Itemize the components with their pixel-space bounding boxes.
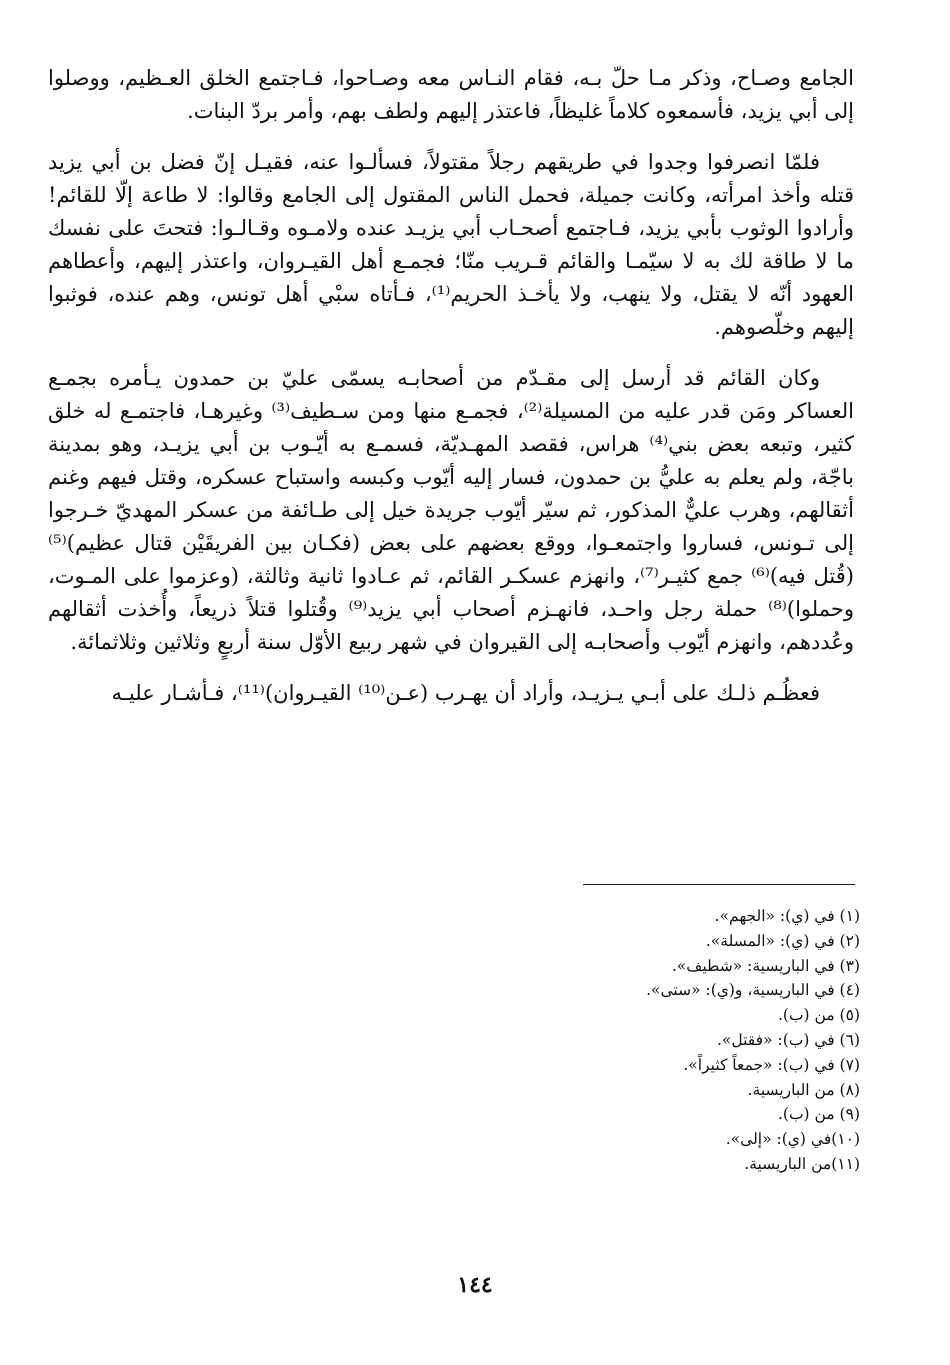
paragraph-4: فعظُـم ذلـك على أبـي يـزيـد، وأراد أن يهـرب (عـن⁽¹⁰⁾ القيـروان)⁽¹¹⁾، فـأشـار عليـه <box>111 681 820 705</box>
footnote-7: (٧) في (ب): «جمعاً كثيراً». <box>683 1055 860 1074</box>
footnote-8: (٨) من الباريسية. <box>747 1080 860 1099</box>
footnote-6: (٦) في (ب): «فقتل». <box>716 1030 860 1049</box>
footnote-9: (٩) من (ب). <box>777 1105 860 1124</box>
footnotes-list <box>440 904 860 1177</box>
footnote-2: (٢) في (ي): «المسلة». <box>705 931 860 950</box>
main-text <box>48 62 854 728</box>
footnote-11: (١١)من الباريسية. <box>744 1154 860 1173</box>
footnote-1: (١) في (ي): «الجهم». <box>714 907 860 925</box>
page-number: ١٤٤ <box>457 1272 493 1298</box>
paragraph-1: الجامع وصـاح، وذكر مـا حلّ بـه، فقام النـاس معه وصـاحوا، فـاجتمع الخلق العـظيم، ووصلوا إلى أبي يزيد، فأسمعوه كلاماً غليظاً، فاعتذر إليهم ولطف بهم، وأمر بردّ البنات. <box>48 66 854 123</box>
footnote-4: (٤) في الباريسية، و(ي): «ستى». <box>646 981 860 1000</box>
paragraph-2: فلمّا انصرفوا وجدوا في طريقهم رجلاً مقتولاً، فسألـوا عنه، فقيـل إنّ فضل بن أبي يزيد قتله وأخذ امرأته، وكانت جميلة، فحمل الناس المقتول إلى الجامع وقالوا: لا طاعة إلّا للقائم! وأرادوا الوثوب بأبي يزيد، فـاجتمع أصحـاب أبي يزيـد عنده ولامـوه وقـالـوا: فتحتَ على نفسك ما لا طاقة لك به لا سيّمـا والقائم قـريب منّا؛ فجمـع أهل القيـروان، واعتذر إليهم، وأعطاهم العهود أنّه لا يقتل، ولا ينهب، ولا يأخـذ الحريم⁽¹⁾، فـأتاه سبْي أهل تونس، وهم عنده، فوثبوا إليهم وخلّصوهم. <box>48 150 855 339</box>
paragraph-3: وكان القائم قد أرسل إلى مقـدّم من أصحابـه يسمّى عليّ بن حمدون يـأمره بجمـع العساكر ومَن قدر عليه من المسيلة⁽²⁾، فجمـع منها ومن سـطيف⁽³⁾ وغيرهـا، فاجتمـع له خلق كثير، وتبعه بعض بني⁽⁴⁾ هراس، فقصد المهـديّة، فسمـع به أيّـوب بن أبي يزيـد، وهو بمدينة باجّة، ولم يعلم به عليُّ بن حمدون، فسار إليه أيّوب وكبسه واستباح عسكره، وقتل فيهم وغنم أثقالهم، وهرب عليٌّ المذكور، ثم سيّر أيّوب جريدة خيل إلى طـائفة من عسكر المهديّ خـرجوا إلى تـونس، فساروا واجتمعـوا، ووقع بعضهم على بعض (فكـان بين الفريقَيْن قتال عظيم)⁽⁵⁾ (قُتل فيه)⁽⁶⁾ جمع كثيـر⁽⁷⁾، وانهزم عسكـر القائم، ثم عـادوا ثانية وثالثة، (وعزموا على المـوت، وحملوا)⁽⁸⁾ حملة رجل واحـد، فانهـزم أصحاب أبي يزيد⁽⁹⁾ وقُتلوا قتلاً ذريعاً، وأُخذت أثقالهم وعُددهم، وانهزم أيّوب وأصحابـه إلى القيروان في شهر ربيع الأوّل سنة أربعٍ وثلاثين وثلاثمائة. <box>48 366 854 654</box>
footnote-divider <box>583 884 855 885</box>
footnote-5: (٥) من (ب). <box>777 1006 860 1025</box>
footnote-10: (١٠)في (ي): «إلى». <box>725 1130 860 1149</box>
footnote-3: (٣) في الباريسية: «شطيف». <box>671 956 860 975</box>
